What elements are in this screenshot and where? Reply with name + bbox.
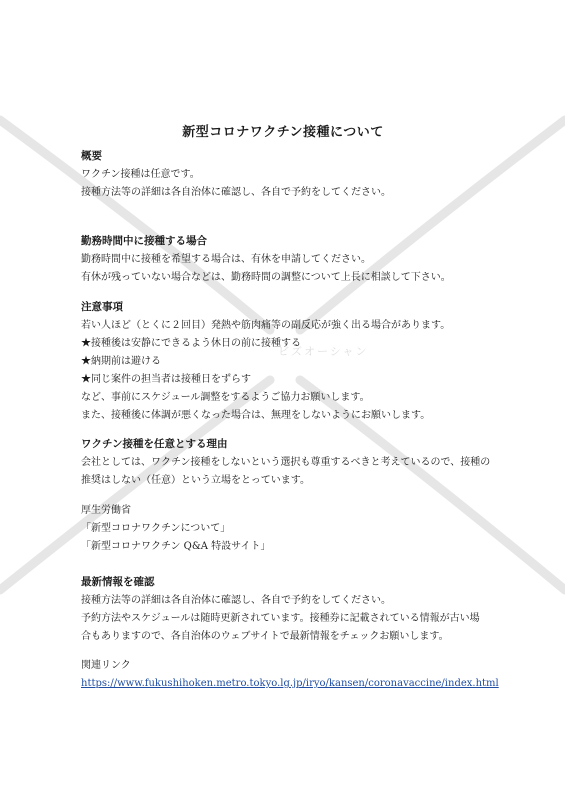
paragraph-line: 接種方法等の詳細は各自治体に確認し、各自で予約をしてください。 <box>81 595 391 606</box>
paragraph-line: など、事前にスケジュール調整をするようご協力お願いします。 <box>81 392 370 403</box>
paragraph-line: 会社としては、ワクチン接種をしないという選択も尊重するべきと考えているので、接種の <box>81 457 491 468</box>
reference-item: 「新型コロナワクチンについて」 <box>81 523 231 534</box>
paragraph-line: 有休が残っていない場合などは、勤務時間の調整について上長に相談して下さい。 <box>81 272 451 283</box>
section-notes <box>81 298 491 425</box>
section-related-links <box>81 657 499 693</box>
reference-source: 厚生労働省 <box>81 505 131 516</box>
section-heading: 最新情報を確認 <box>81 576 155 588</box>
paragraph-line: 接種方法等の詳細は各自治体に確認し、各自で予約をしてください。 <box>81 187 391 198</box>
related-links-label: 関連リンク <box>81 660 131 671</box>
paragraph-line: ワクチン接種は任意です。 <box>81 169 200 180</box>
section-reason <box>81 435 491 490</box>
paragraph-line: 勤務時間中に接種を希望する場合は、有休を申請してください。 <box>81 254 371 265</box>
watermark-text: ビズオーシャン <box>278 345 369 358</box>
paragraph-line: 合もありますので、各自治体のウェブサイトで最新情報をチェックお願いします。 <box>81 631 449 642</box>
paragraph-line: 予約方法やスケジュールは随時更新されています。接種券に記載されている情報が古い場 <box>81 613 480 624</box>
reference-item: 「新型コロナワクチン Q&A 特設サイト」 <box>81 541 271 552</box>
related-link[interactable]: https://www.fukushihoken.metro.tokyo.lg.jp/iryo/kansen/coronavaccine/index.html <box>81 678 499 689</box>
list-item: ★納期前は避ける <box>81 356 161 367</box>
paragraph-line: また、接種後に体調が悪くなった場合は、無理をしないようにお願いします。 <box>81 410 431 421</box>
list-item: ★接種後は安静にできるよう休日の前に接種する <box>81 338 301 349</box>
paragraph-line: 推奨はしない（任意）という立場をとっています。 <box>81 475 310 486</box>
paragraph-line: 若い人ほど（とくに２回目）発熱や筋肉痛等の副反応が強く出る場合があります。 <box>81 320 451 331</box>
section-heading: 勤務時間中に接種する場合 <box>81 235 207 247</box>
list-item: ★同じ案件の担当者は接種日をずらす <box>81 374 251 385</box>
section-heading: ワクチン接種を任意とする理由 <box>81 438 228 450</box>
section-heading: 注意事項 <box>81 301 123 313</box>
section-during-work <box>81 232 491 287</box>
section-heading: 概要 <box>81 150 102 162</box>
section-mhlw-references <box>81 502 491 556</box>
section-overview <box>81 147 491 202</box>
section-latest-info <box>81 573 491 646</box>
page-title: 新型コロナワクチン接種について <box>182 125 384 140</box>
